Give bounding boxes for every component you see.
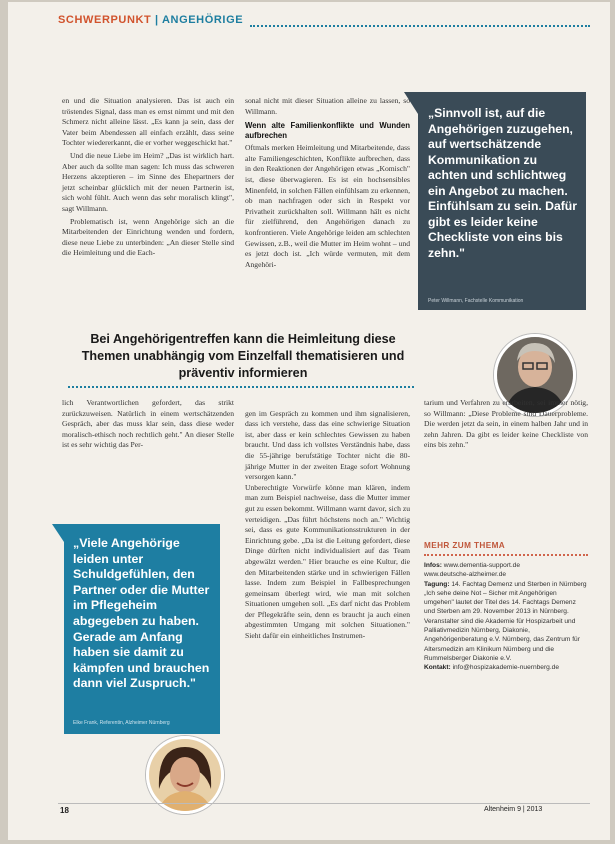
quote-tail	[404, 92, 418, 114]
link[interactable]: www.deutsche-alzheimer.de	[424, 571, 507, 579]
pull-quote-willmann	[418, 92, 586, 310]
link[interactable]: www.dementia-support.de	[441, 562, 521, 569]
pull-quote-frank	[64, 524, 220, 734]
quote-caption: Peter Willmann, Fachstelle Kommunikation	[428, 298, 524, 304]
section-separator: |	[151, 14, 162, 26]
section-header	[58, 14, 243, 28]
more-line: Kontakt: info@hospizakademie-nuernberg.de	[424, 664, 559, 672]
section-topic: ANGEHÖRIGE	[161, 14, 244, 26]
portrait-woman-icon	[149, 739, 221, 811]
quote-caption: Elke Frank, Referentin, Alzheimer Nürnberg	[73, 720, 170, 726]
paragraph: sonal nicht mit dieser Situation alleine zu lassen, so Willmann.	[245, 96, 410, 116]
quote-text: „Sinnvoll ist, auf die Angehörigen zuzugehen, auf wertschätzende Kommunikation zu achten und schlichtweg ein Angebot zu machen. Einfühlsam zu sein. Dafür gibt es leider keine Checkliste von eins bis zehn."	[428, 106, 577, 260]
paragraph: Oftmals merken Heimleitung und Mitarbeitende, dass alte Familiengeschichten, Konflikte aufbrechen, dass in den Reaktionen der Angehörigen etwas „Komisch" ist, diese überwagieren. Es ist ein hochsensibles Minenfeld, in solchen Fällen einfühlsam zu erkennen, ob man nachfragen oder sich in Respekt vor Privatheit zurückhalten soll. Willmann hält es nicht für zielführend, den Angehörigen danach zu konfrontieren. Viele Angehörige leiden am schlechten Gewissen, z.B., weil die Mutter im Heim wohnt – und es jetzt doch ist. „Ich würde vermuten, mit dem Angehöri-	[245, 143, 410, 269]
article-column-1-lower	[62, 398, 234, 453]
more-line: Infos: www.dementia-support.de	[424, 562, 521, 569]
more-line: Tagung: 14. Fachtag Demenz und Sterben in Nürnberg „Ich sehe deine Not – Sicher mit Angehörigen umgehen" lautet der Titel des 14. Fachtags Demenz und Sterben am 29. November 2013 in Nürnberg. Veranstalter sind die Akademie für Hospizarbeit und Palliativmedizin Nürnberg, Diakonie, Angehörigenberatung e.V. Nürnberg, das Zentrum für Altersmedizin am Klinikum Nürnberg und die Rummelsberger Diakonie e.V.	[424, 580, 587, 662]
paragraph: en und die Situation analysieren. Das ist auch ein tröstendes Signal, dass man es ernst nimmt und mit den Schmerz nicht alleine lässt. „Es kann ja sein, dass der Vater beim Abendessen all einfach erzählt, dass seine Tochter wiedererkannt, die er vorher weggeschickt hat."	[62, 96, 234, 148]
more-title: MEHR ZUM THEMA	[424, 541, 506, 550]
footer-rule	[58, 803, 590, 804]
paragraph: Problematisch ist, wenn Angehörige sich an die Mitarbeitenden der Einrichtung wenden und fordern, diese neue Liebe zu unterbinden: „An dieser Stelle sind die Heimleitung und die Each-	[62, 216, 234, 258]
article-column-3-lower	[424, 398, 588, 453]
header-dotted-rule	[250, 25, 590, 27]
paragraph: gen im Gespräch zu kommen und ihm signalisieren, dass ich verstehe, dass das eine schwierige Situation ist, aber dass er kein schlechtes Gewissen zu haben braucht. Und dass ich vollstes Verständnis habe, dass die 55-jährige berufstätige Tochter nicht die 80-jährige Mutter in der zweiten Etage sofort Wohnung versorgen kann." Unberechtigte Vorwürfe könne man klären, indem man zum Beispiel nachweise, dass die Mutter immer gut zu essen bekommt. Willmann warnt davor, sich zu verteidigen. „Das führt höchstens noch an." Wichtig sei, dass es gute Kommunikationsstrukturen in der Einrichtung gebe. „Da ist die Leitung gefordert, diese Dinge dürften nicht individualisiert auf das Team abgewälzt werden." Hier brauche es eine Kultur, die den Mitarbeitenden stärke und in schwierigen Fällen lasse. Indem zum Beispiel in Fallbesprechungen gemeinsam überlegt wird, wie man mit solchen Situationen umgehen soll. „Es darf nicht das Problem der Pflegekräfte sein, denn es braucht ja auch einen abgestimmten Umgang mit solchen Situationen." Sieht dafür ein einheitliches Instrumen-	[245, 408, 410, 641]
section-label: SCHWERPUNKT	[58, 14, 152, 26]
article-column-2-lower	[245, 398, 410, 654]
more-dotted-rule	[424, 554, 588, 556]
magazine-issue: Altenheim 9 | 2013	[484, 806, 543, 813]
headline-callout: Bei Angehörigentreffen kann die Heimleitung diese Themen unabhängig vom Einzelfall thematisieren und präventiv informieren	[81, 332, 405, 380]
article-column-2	[245, 96, 410, 272]
more-info-box	[424, 541, 588, 673]
subheading: Wenn alte Familienkonflikte und Wunden aufbrechen	[245, 121, 410, 141]
paragraph: tarium und Verfahren zu erarbeiten, sei immer nötig, so Willmann: „Diese Probleme sind Dauerprobleme. Die werden jetzt da sein, in einem halben Jahr und in zehn Jahren. Da gibt es leider keine Checkliste von eins bis zehn."	[424, 398, 588, 450]
quote-text: „Viele Angehörige leiden unter Schuldgefühlen, den Partner oder die Mutter im Pflegeheim abgegeben zu haben. Gerade am Anfang haben sie damit zu kämpfen und brauchen dann viel Zuspruch."	[73, 536, 210, 691]
email-link[interactable]: info@hospizakademie-nuernberg.de	[450, 664, 559, 672]
page-number: 18	[60, 806, 69, 815]
headline-dotted-rule	[68, 386, 414, 388]
article-column-1	[62, 96, 234, 261]
paragraph: Und die neue Liebe im Heim? „Das ist wirklich hart. Aber auch da sollte man sagen: Ich muss das schweren Herzens akzeptieren – im Sinne des Ehepartners der jetzt scheinbar glücklich mit der neuen Partnerin ist, sich wohl fühlt. Auch wenn das sehr moralisch klingt", sagt Willmann.	[62, 150, 234, 213]
more-line	[424, 570, 588, 579]
paragraph: lich Verantwortlichen gefordert, das strikt zurückzuweisen. Natürlich in einem wertschätzenden Gespräch, aber das muss klar sein, dass diese weder moralisch-ethisch noch rechtlich geht." An dieser Stelle ist es sehr wichtig das Per-	[62, 398, 234, 450]
quote-tail	[52, 524, 64, 542]
